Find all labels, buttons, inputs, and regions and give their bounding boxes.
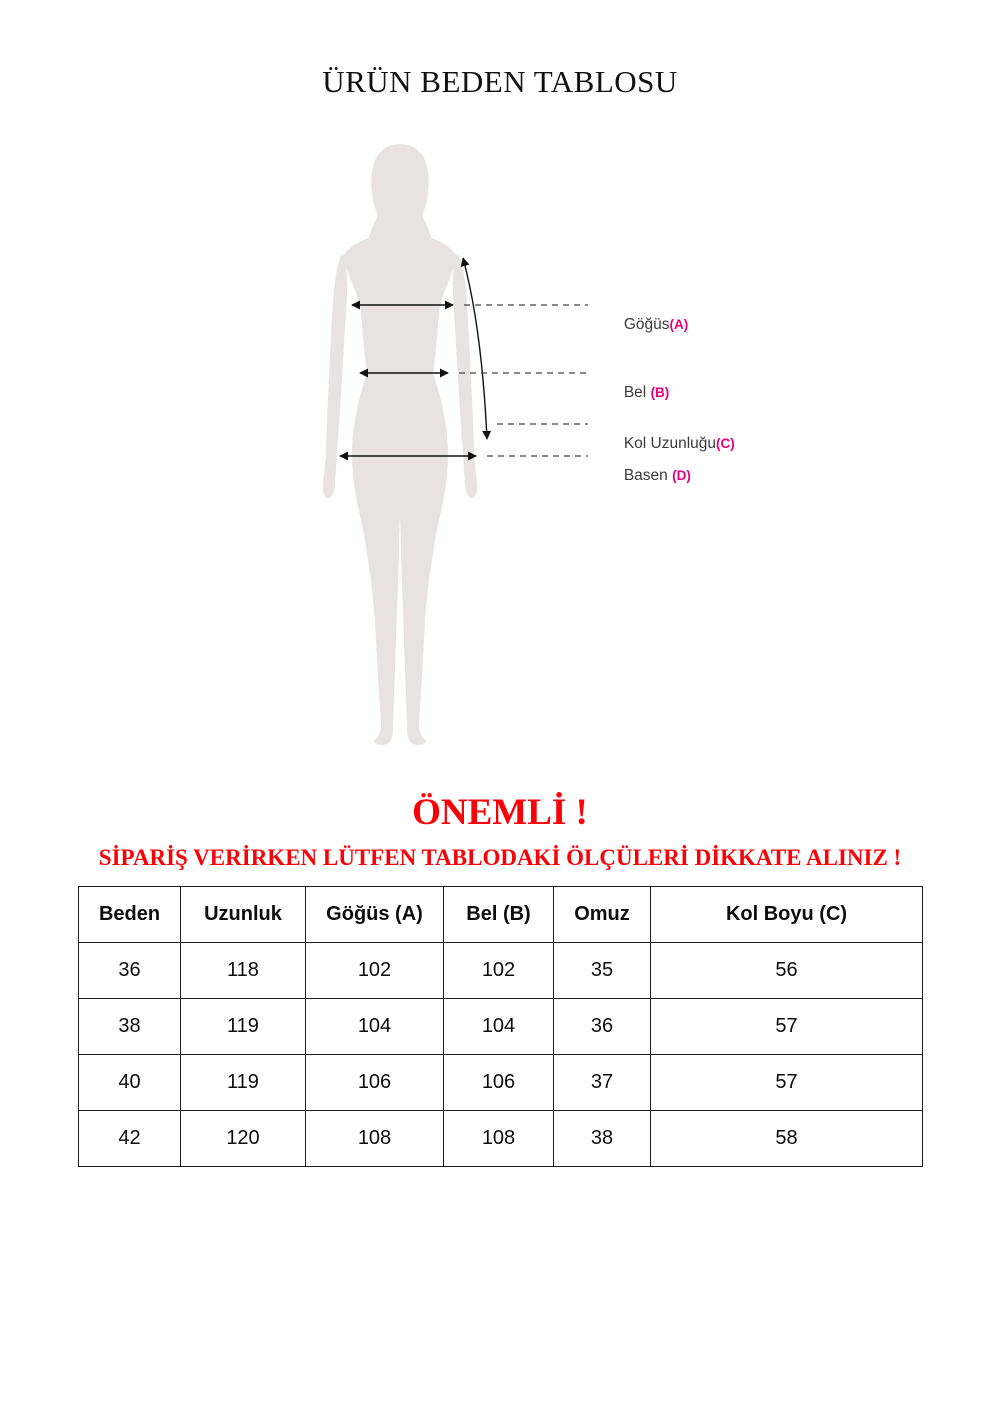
important-heading: ÖNEMLİ ! <box>412 792 588 833</box>
size-table <box>78 886 923 1167</box>
table-cell: 36 <box>79 943 181 999</box>
measurement-letter: (A) <box>669 317 689 332</box>
silhouette-torso-legs <box>342 214 458 745</box>
column-header-uzunluk: Uzunluk <box>181 887 306 943</box>
table-cell: 119 <box>181 1055 306 1111</box>
measurement-label-text: Basen <box>623 467 673 484</box>
table-cell: 58 <box>651 1111 923 1167</box>
silhouette-right-arm <box>453 254 477 498</box>
table-cell: 119 <box>181 999 306 1055</box>
table-cell: 106 <box>444 1055 554 1111</box>
table-cell: 57 <box>651 999 923 1055</box>
table-cell: 35 <box>554 943 651 999</box>
table-cell: 102 <box>306 943 444 999</box>
table-cell: 102 <box>444 943 554 999</box>
table-cell: 57 <box>651 1055 923 1111</box>
table-cell: 108 <box>306 1111 444 1167</box>
table-row <box>79 1111 923 1167</box>
table-cell: 104 <box>444 999 554 1055</box>
table-row <box>79 999 923 1055</box>
column-header-gogus: Göğüs (A) <box>306 887 444 943</box>
table-cell: 108 <box>444 1111 554 1167</box>
body-silhouette-figure <box>0 140 1000 765</box>
female-silhouette <box>323 144 477 745</box>
warning-subheading: SİPARİŞ VERİRKEN LÜTFEN TABLODAKİ ÖLÇÜLERİ DİKKATE ALINIZ ! <box>98 845 902 870</box>
column-header-kol-boyu: Kol Boyu (C) <box>651 887 923 943</box>
measurement-label-gogus <box>598 295 688 355</box>
measurement-label-text: Kol Uzunluğu <box>623 435 717 452</box>
measurement-letter: (D) <box>672 468 691 483</box>
silhouette-left-arm <box>323 254 347 498</box>
table-cell: 120 <box>181 1111 306 1167</box>
measurement-label-text: Bel <box>623 384 651 401</box>
size-table-body <box>79 943 923 1167</box>
table-cell: 37 <box>554 1055 651 1111</box>
column-header-beden: Beden <box>79 887 181 943</box>
header-row <box>79 887 923 943</box>
measurement-letter: (B) <box>650 385 670 400</box>
measurement-diagram <box>0 140 1000 765</box>
table-cell: 104 <box>306 999 444 1055</box>
column-header-bel: Bel (B) <box>444 887 554 943</box>
table-row <box>79 1055 923 1111</box>
table-cell: 42 <box>79 1111 181 1167</box>
measurement-label-basen <box>598 446 691 506</box>
page-title: ÜRÜN BEDEN TABLOSU <box>322 64 678 99</box>
table-cell: 38 <box>79 999 181 1055</box>
table-cell: 38 <box>554 1111 651 1167</box>
measurement-letter: (C) <box>716 436 735 451</box>
size-table-head <box>79 887 923 943</box>
table-cell: 118 <box>181 943 306 999</box>
table-cell: 56 <box>651 943 923 999</box>
table-cell: 36 <box>554 999 651 1055</box>
leader-lines <box>459 305 588 456</box>
table-cell: 40 <box>79 1055 181 1111</box>
table-row <box>79 943 923 999</box>
measurement-label-text: Göğüs <box>623 316 670 333</box>
column-header-omuz: Omuz <box>554 887 651 943</box>
table-cell: 106 <box>306 1055 444 1111</box>
